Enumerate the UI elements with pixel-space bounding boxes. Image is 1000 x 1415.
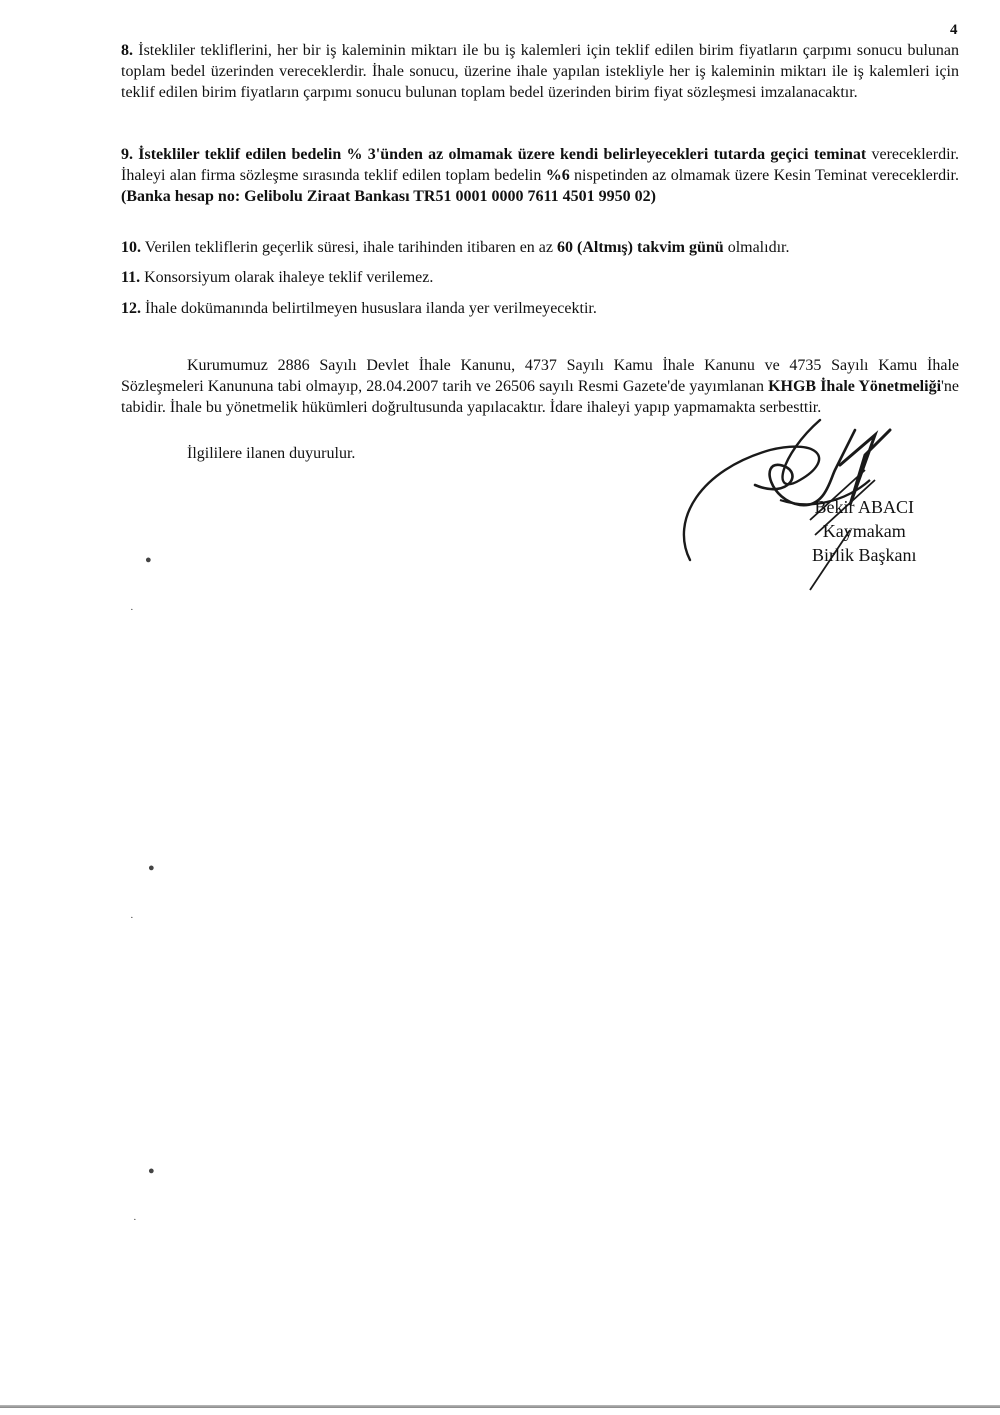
item-bold: 60 (Altmış) takvim günü — [557, 239, 724, 256]
closing-text-1: Kurumumuz 2886 Sayılı Devlet İhale Kanunu, 4737 Sayılı Kamu İhale Kanunu ve 4735 Sayılı Kamu İhale Sözleşmeleri Kanununa tabi olmayıp, 28.04.2007 tarih ve 26506 sayılı Resmi Gazete'de yayımlanan — [121, 357, 959, 395]
item-8 — [121, 40, 959, 103]
signatory-title: Kaymakam — [822, 521, 906, 541]
item-bold-percent: %6 — [545, 167, 570, 184]
signatory-name: Bekir ABACI — [814, 497, 914, 517]
scan-bottom-edge — [0, 1405, 1000, 1408]
item-text: Verilen tekliflerin geçerlik süresi, ihale tarihinden itibaren en az — [144, 239, 557, 256]
scan-speck-icon: · — [133, 1214, 137, 1226]
item-text: İhale dokümanında belirtilmeyen hususlara ilanda yer verilmeyecektir. — [145, 300, 597, 317]
item-11 — [121, 267, 959, 288]
item-number: 10. — [121, 239, 141, 256]
item-text-2: olmalıdır. — [723, 239, 790, 256]
item-12 — [121, 298, 959, 319]
item-10 — [121, 237, 959, 258]
item-number: 12. — [121, 300, 141, 317]
item-text: vereceklerdir. İhaleyi alan firma sözleşme sırasında teklif edilen toplam bedelin — [121, 146, 959, 184]
item-number: 9. — [121, 146, 133, 163]
item-bold-lead: İstekliler teklif edilen bedelin % 3'ünden az olmamak üzere kendi belirleyecekleri tutarda geçici teminat — [138, 146, 867, 163]
item-text: Konsorsiyum olarak ihaleye teklif verilemez. — [144, 269, 434, 286]
item-number: 11. — [121, 269, 141, 286]
closing-paragraph — [121, 355, 959, 418]
closing-text-2: 'ne tabidir. İhale bu yönetmelik hükümleri doğrultusunda yapılacaktır. İdare ihaleyi yapıp yapmamakta serbesttir. — [121, 378, 960, 416]
signatory-role: Birlik Başkanı — [812, 545, 917, 565]
item-number: 8. — [121, 42, 133, 59]
item-text: İstekliler tekliflerini, her bir iş kaleminin miktarı ile bu iş kalemleri için teklif edilen birim fiyatların çarpımı sonucu bulunan toplam bedel üzerinden vereceklerdir. İhale sonucu, üzerine ihale yapılan istekliyle her iş kaleminin miktarı ile iş kalemleri için teklif edilen birim fiyatların çarpımı sonucu bulunan toplam bedel üzerinden birim fiyat sözleşmesi imzalanacaktır. — [121, 42, 960, 101]
bank-account: (Banka hesap no: Gelibolu Ziraat Bankası TR51 0001 0000 7611 4501 9950 02) — [121, 188, 656, 205]
scan-speck-icon: ● — [148, 862, 155, 874]
regulation-name: KHGB İhale Yönetmeliği — [768, 378, 942, 395]
announcement: İlgililere ilanen duyurulur. — [187, 445, 356, 462]
scan-speck-icon: ● — [145, 554, 152, 566]
item-text-2: nispetinden az olmamak üzere Kesin Teminat vereceklerdir. — [569, 167, 959, 184]
scan-speck-icon: · — [130, 604, 134, 616]
item-9 — [121, 144, 959, 207]
scan-speck-icon: · — [130, 912, 134, 924]
page-number: 4 — [950, 22, 958, 38]
scan-speck-icon: ● — [148, 1165, 155, 1177]
signature-block — [812, 495, 917, 567]
